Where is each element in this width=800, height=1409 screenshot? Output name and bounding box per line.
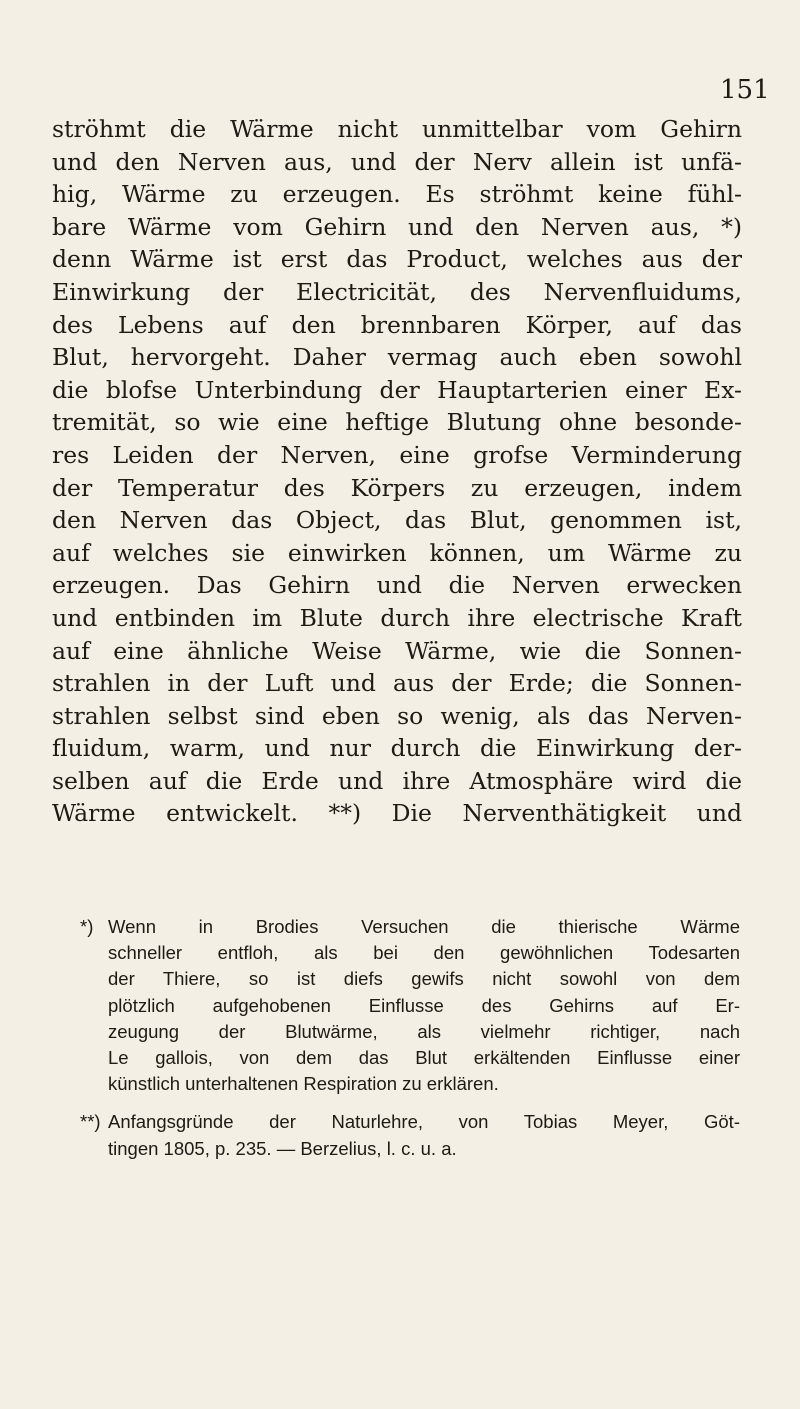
body-line: denn Wärme ist erst das Product, welches aus der — [52, 245, 742, 274]
body-line: selben auf die Erde und ihre Atmosphäre wird die — [52, 766, 742, 795]
footnote-line: künstlich unterhaltenen Respiration zu erklären. — [108, 1073, 499, 1095]
body-line: strahlen in der Luft und aus der Erde; die Sonnen- — [52, 669, 742, 698]
footnote-line: Anfangsgründe der Naturlehre, von Tobias Meyer, Göt- — [108, 1111, 740, 1133]
body-line: und entbinden im Blute durch ihre electrische Kraft — [52, 603, 742, 632]
footnote-line: tingen 1805, p. 235. — Berzelius, l. c. u. a. — [108, 1137, 457, 1159]
footnote-line: Wenn in Brodies Versuchen die thierische Wärme — [108, 916, 740, 937]
page-number: 151 — [720, 75, 770, 105]
body-line: hig, Wärme zu erzeugen. Es ströhmt keine fühl- — [52, 180, 742, 209]
footnote-marker: *) — [80, 916, 94, 937]
body-line: die blofse Unterbindung der Hauptarterien einer Ex- — [52, 375, 742, 404]
footnotes — [80, 914, 740, 1174]
footnote-2 — [80, 1109, 740, 1161]
body-line: auf welches sie einwirken können, um Wärme zu — [52, 538, 742, 567]
footnote-1 — [80, 914, 740, 1097]
body-line: Blut, hervorgeht. Daher vermag auch eben sowohl — [52, 343, 742, 372]
body-line: strahlen selbst sind eben so wenig, als das Nerven- — [52, 701, 742, 730]
body-line: Einwirkung der Electricität, des Nervenfluidums, — [52, 277, 742, 306]
body-line: den Nerven das Object, das Blut, genommen ist, — [52, 506, 742, 535]
footnote-line: der Thiere, so ist diefs gewifs nicht sowohl von dem — [108, 968, 740, 990]
body-line: auf eine ähnliche Weise Wärme, wie die Sonnen- — [52, 636, 742, 665]
body-line: des Lebens auf den brennbaren Körper, auf das — [52, 310, 742, 339]
body-line: tremität, so wie eine heftige Blutung ohne besonde- — [52, 408, 742, 437]
body-line: und den Nerven aus, und der Nerv allein ist unfä- — [52, 147, 742, 176]
body-line: bare Wärme vom Gehirn und den Nerven aus, *) — [52, 212, 742, 241]
body-line: der Temperatur des Körpers zu erzeugen, indem — [52, 473, 742, 502]
body-line: fluidum, warm, und nur durch die Einwirkung der- — [52, 734, 742, 763]
footnote-line: schneller entfloh, als bei den gewöhnlichen Todesarten — [108, 942, 740, 964]
footnote-line: Le gallois, von dem das Blut erkältenden Einflusse einer — [108, 1047, 740, 1069]
footnote-marker: **) — [80, 1111, 101, 1133]
body-line: res Leiden der Nerven, eine grofse Verminderung — [52, 440, 742, 469]
footnote-line: plötzlich aufgehobenen Einflusse des Gehirns auf Er- — [108, 994, 740, 1016]
body-line: erzeugen. Das Gehirn und die Nerven erwecken — [52, 571, 742, 600]
body-text — [52, 113, 742, 830]
footnote-line: zeugung der Blutwärme, als vielmehr richtiger, nach — [108, 1020, 740, 1042]
body-line: ströhmt die Wärme nicht unmittelbar vom Gehirn — [52, 115, 742, 143]
body-line: Wärme entwickelt. **) Die Nerventhätigkeit und — [52, 799, 742, 828]
